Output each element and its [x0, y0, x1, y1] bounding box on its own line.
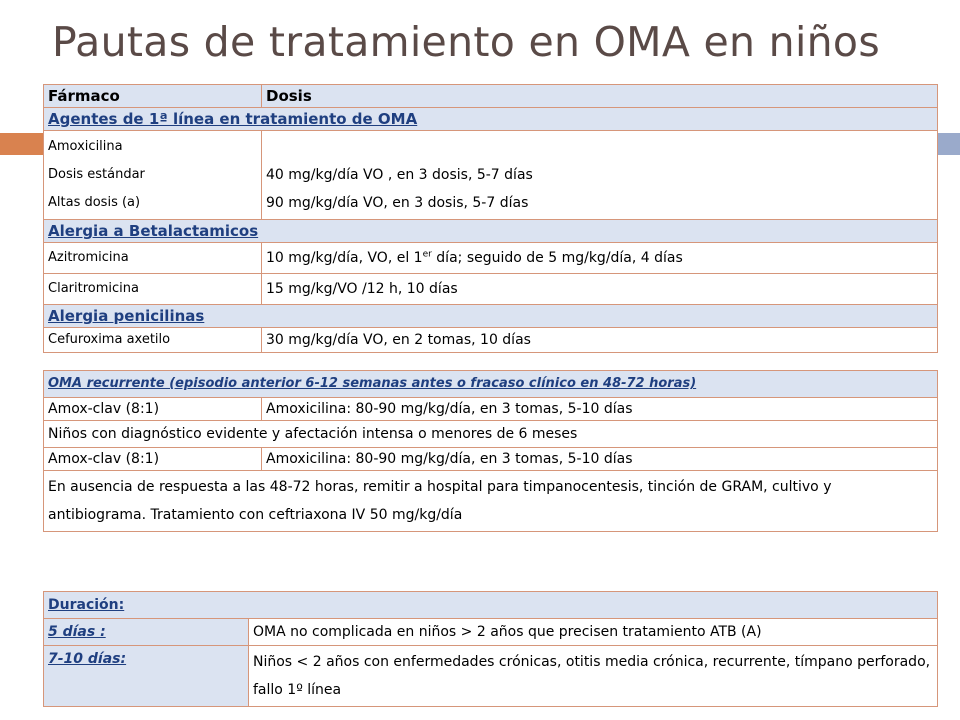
- table-row: [44, 131, 938, 220]
- dose-value: 40 mg/kg/día VO , en 3 dosis, 5-7 días: [266, 167, 533, 183]
- accent-bar-right: [937, 133, 960, 155]
- table-row: [44, 274, 938, 305]
- table-row: [44, 646, 938, 707]
- table-header-row: [44, 85, 938, 108]
- dose-value: Amoxicilina: 80-90 mg/kg/día, en 3 tomas, 5-10 días: [262, 448, 938, 471]
- dose-value: Amoxicilina: 80-90 mg/kg/día, en 3 tomas, 5-10 días: [262, 398, 938, 421]
- section-row: [44, 371, 938, 398]
- section-row: [44, 108, 938, 131]
- table-row: [44, 328, 938, 353]
- note-text: Niños con diagnóstico evidente y afectación intensa o menores de 6 meses: [44, 421, 938, 448]
- dose-label: Altas dosis (a): [48, 195, 141, 210]
- section-row: [44, 220, 938, 243]
- superscript: er: [422, 249, 432, 260]
- table-row: [44, 619, 938, 646]
- drug-name: Amox-clav (8:1): [44, 448, 262, 471]
- recurrent-oma-table: [43, 370, 938, 532]
- duration-header: Duración:: [44, 592, 938, 619]
- dose-value: 10 mg/kg/día, VO, el 1: [266, 250, 423, 266]
- dose-value: 30 mg/kg/día VO, en 2 tomas, 10 días: [262, 328, 938, 353]
- duration-table: [43, 591, 938, 707]
- header-dosis: Dosis: [262, 85, 938, 108]
- dose-value: 90 mg/kg/día VO, en 3 dosis, 5-7 días: [266, 195, 529, 211]
- section-row: [44, 305, 938, 328]
- section-recurrent-oma: OMA recurrente (episodio anterior 6-12 semanas antes o fracaso clínico en 48-72 horas): [44, 371, 938, 398]
- duration-text: Niños < 2 años con enfermedades crónicas, otitis media crónica, recurrente, tímpano perforado, fallo 1º línea: [249, 646, 938, 707]
- dose-label: Dosis estándar: [48, 167, 145, 182]
- section-row: [44, 592, 938, 619]
- drug-name: Azitromicina: [44, 243, 262, 274]
- note-text: En ausencia de respuesta a las 48-72 horas, remitir a hospital para timpanocentesis, tinción de GRAM, cultivo y antibiograma. Tratamiento con ceftriaxona IV 50 mg/kg/día: [44, 471, 938, 532]
- duration-label: 7-10 días:: [44, 646, 249, 707]
- first-line-treatment-table: [43, 84, 938, 353]
- duration-text: OMA no complicada en niños > 2 años que precisen tratamiento ATB (A): [249, 619, 938, 646]
- dose-cell: [262, 243, 938, 274]
- header-farmaco: Fármaco: [44, 85, 262, 108]
- drug-cell: [44, 131, 262, 220]
- drug-name: Claritromicina: [44, 274, 262, 305]
- drug-name: Amoxicilina: [48, 139, 123, 154]
- table-row: [44, 243, 938, 274]
- dose-cell: [262, 131, 938, 220]
- table-row: [44, 448, 938, 471]
- drug-name: Cefuroxima axetilo: [44, 328, 262, 353]
- section-allergy-betalactam: Alergia a Betalactamicos: [44, 220, 938, 243]
- page-title: Pautas de tratamiento en OMA en niños: [52, 18, 880, 66]
- drug-name: Amox-clav (8:1): [44, 398, 262, 421]
- accent-bar-left: [0, 133, 43, 155]
- table-row: [44, 471, 938, 532]
- dose-value: día; seguido de 5 mg/kg/día, 4 días: [431, 250, 683, 266]
- dose-value: 15 mg/kg/VO /12 h, 10 días: [262, 274, 938, 305]
- section-allergy-penicillin: Alergia penicilinas: [44, 305, 938, 328]
- table-row: [44, 421, 938, 448]
- duration-label: 5 días :: [44, 619, 249, 646]
- table-row: [44, 398, 938, 421]
- section-first-line: Agentes de 1ª línea en tratamiento de OMA: [44, 108, 938, 131]
